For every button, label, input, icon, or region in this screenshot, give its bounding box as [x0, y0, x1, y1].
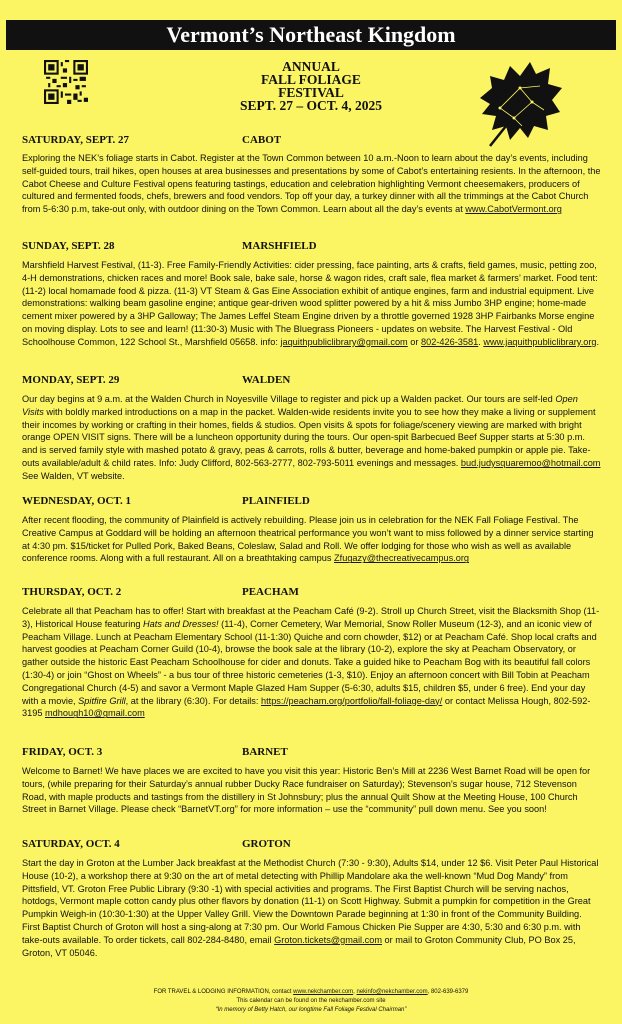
event-text: , at the library (6:30). For details: — [125, 695, 261, 706]
event-text: with boldly marked introductions on a map in the packet. Walden-wide residents invite you to see how they make a living or supplement their incomes by working or crafting in their homes, fields & studios. Open visits & spots for foliage/scenery viewing are marked with bright orange OPEN VISIT signs. There will be a luncheon opportunity during the tours. Our open-spit Barbecued Beef Supper starts at 5:30 p.m. and is served family style with mashed potato & gravy, peas & carrots, rolls & butter, beverage and home-baked pumpkin or apple pie. Take-outs available/adult & child rates. Info: Judy Clifford, 802-563-2777, 802-793-5011 evenings and messages. — [22, 406, 596, 468]
event-link[interactable]: www.jaquithpubliclibrary.org — [483, 336, 597, 347]
event-link[interactable]: Zfugazy@thecreativecampus.org — [334, 553, 469, 564]
event-description — [22, 152, 602, 216]
day-heading: SATURDAY, OCT. 4 — [22, 838, 120, 850]
event-text: Our day begins at 9 a.m. at the Walden Church in Noyesville Village to register and pick up a Walden packet. Our tours are self-led — [22, 394, 556, 404]
event-text-italic: Spitfire Grill — [78, 695, 126, 706]
day-heading: SUNDAY, SEPT. 28 — [22, 240, 115, 252]
festival-header — [200, 60, 422, 112]
event-link[interactable]: mdhough10@gmail.com — [45, 708, 145, 719]
event-link[interactable]: https://peacham.org/portfolio/fall-foliage-day/ — [260, 695, 443, 706]
leaf-map-icon — [470, 58, 565, 150]
event-text: or — [407, 336, 421, 347]
header-line-dates: SEPT. 27 – OCT. 4, 2025 — [239, 98, 382, 113]
footer-memorial: “In memory of Betty Hatch, our longtime Fall Foliage Festival Chairman” — [215, 1007, 407, 1013]
header-line-fall-foliage: FALL FOLIAGE — [261, 72, 361, 87]
day-heading: SATURDAY, SEPT. 27 — [22, 134, 129, 146]
footer-text: , 802-639-6379 — [427, 989, 469, 995]
footer-text: , — [353, 989, 357, 995]
qr-code-icon[interactable] — [44, 60, 88, 104]
event-description — [22, 514, 602, 565]
event-text: Start the day in Groton at the Lumber Jack breakfast at the Methodist Church (7:30 - 9:30), Adults $14, under 12 $6. Visit Peter Paul Historical House (10-2), a workshop there at 9:30 on the art of metal detecting with Phillip Mandolare aka the well-known “Mud Dog Mandy” from Pittsfield, VT. Groton Free Public Library (9:30 -1) with special activities and programs. The First Baptist Church will be serving nachos, hotdogs, Vermont maple cotton candy plus other flavors by donation (11-1) on Scott Highway. Submit a pumpkin for competition in the Great Pumpkin Weigh-in (10:30-1:30) at the Upper Valley Grill. View the Downtown Parade beginning at 1:30 in front of the Community Building. First Baptist Church of Groton will host a sing-along at 7:30 pm. Our World Famous Chicken Pie Supper are 4:30, 5:30 and 6:30 p.m. with take-outs available. To order tickets, call 802-284-8480, email — [22, 858, 599, 945]
event-link[interactable]: bud.judysquaremoo@hotmail.com — [460, 457, 601, 468]
event-text: (11-4), Corner Cemetery, War Memorial, Snow Roller Museum (12-3), and an iconic view of Peacham Village. Lunch at Peacham Elementary School (11-1:30) Quiche and corn chowder, $12) or at Peacham Café. Shop local crafts and harvest goodies at Peacham Corner Guild (10-4), browse the book sale at the library (10-2), explore the sky at Peacham Observatory, or gather outside the historic East Peacham Schoolhouse for cider and donuts. Take a guided hike to Peacham Bog with its beautiful fall colors (1:30-4) or join “Ghost on Wheels” - a bus tour of three historic cemeteries (1-3, $10). Enjoy an afternoon concert with Bill Tobin at Peacham Congregational Church (4-5) and savor a Vermont Maple Glazed Ham Supper (5-6:30, adults $15, children $5, under 6 free). End your day with a movie, — [22, 618, 597, 706]
town-heading: PLAINFIELD — [242, 495, 310, 507]
event-text: or contact Melissa Hough, 802-592-3195 — [22, 695, 591, 719]
footer-website-link[interactable]: www.nekchamber.com — [293, 989, 354, 995]
event-text: Marshfield Harvest Festival, (11-3). Free Family-Friendly Activities: cider pressing, face painting, arts & crafts, field games, music, petting zoo, 4-H demonstrations, chicken races and more! Book sale, bake sale, horse & wagon rides, craft sale, flea market & farmers’ market. Food tent: (11-2) local homamade food & pizza. (11-3) VT Steam & Gas Eine Association exhibit of antique engines, farm and industrial equipment. Live demonstrations: walking beam gasoline engine; antique gear-driven wood splitter powered by a hit & miss Jumbo 3HP engine; home-made cement mixer powered by a 3HP Galloway; The James Leffel Steam Engine driven by a throttle governed 1928 3HP Fairbanks Morse engine on moving display. Lots to see and learn! (11:30-3) Music with The Bluegrass Pioneers - updates on website. The Harvest Festival - Old Schoolhouse Common, 122 School St., Marshfield 05658. info: — [22, 260, 598, 347]
town-heading: PEACHAM — [242, 586, 299, 598]
event-link[interactable]: jaquithpubliclibrary@gmail.com — [280, 336, 408, 347]
event-text-italic: Hats and Dresses! — [143, 618, 219, 629]
event-link[interactable]: www.CabotVermont.org — [465, 204, 562, 215]
event-description — [22, 259, 602, 349]
event-description — [22, 393, 602, 483]
event-text: . — [596, 336, 600, 347]
town-heading: WALDEN — [242, 374, 291, 386]
event-description — [22, 765, 602, 816]
event-text: After recent flooding, the community of Plainfield is actively rebuilding. Please join us in celebration for the NEK Fall Foliage Festival. The Creative Campus at Goddard will be holding an afternoon theatrical performance you won’t want to miss followed by a dinner service starting at 4:30 pm. $15/ticket for Pulled Pork, Baked Beans, Coleslaw, Salad and Roll. We offer lodging for those who wish as well as available conference rooms. Along with a full restaurant. All on a breathtaking campus — [22, 515, 594, 564]
event-text: See Walden, VT website. — [22, 470, 125, 481]
header-line-festival: FESTIVAL — [278, 85, 344, 100]
town-heading: MARSHFIELD — [242, 240, 317, 252]
event-text: . — [478, 336, 484, 347]
event-text: or mail to Groton Community Club, PO Box 25, Groton, VT 05046. — [22, 934, 576, 958]
event-text-italic: Open Visits — [22, 394, 578, 417]
event-description — [22, 857, 602, 959]
town-heading: CABOT — [242, 134, 282, 146]
event-link[interactable]: 802-426-3581 — [421, 336, 479, 347]
town-heading: GROTON — [242, 838, 291, 850]
footer-text: FOR TRAVEL & LODGING INFORMATION, contact — [153, 989, 294, 995]
footer-email-link[interactable]: nekinfo@nekchamber.com — [356, 989, 428, 995]
day-heading: FRIDAY, OCT. 3 — [22, 746, 103, 758]
footer-note: This calendar can be found on the nekchamber.com site — [236, 998, 386, 1004]
day-heading: THURSDAY, OCT. 2 — [22, 586, 122, 598]
event-text: Exploring the NEK’s foliage starts in Cabot. Register at the Town Common between 10 a.m.-Noon to learn about the day’s events, including self-guided tours, trail hikes, open houses at area businesses and presentations by some of Cabot’s entertaining resients. In the afternoon, the Cabot Cheese and Culture Festival opens featuring tastings, education and celebration highlighting Vermont cheesemakers, producers of cultured and fermented foods, chefs, brewers and food vendors. Top off your day, a turkey dinner with all the trimmings at the Cabot Church from 5-6:30 p.m, take-out only, with outdoor dining on the Town Common. Learn about all the day’s events at — [22, 153, 601, 215]
header-line-annual: ANNUAL — [282, 59, 340, 74]
day-heading: WEDNESDAY, OCT. 1 — [22, 495, 132, 507]
event-text: Celebrate all that Peacham has to offer! Start with breakfast at the Peacham Café (9-2). Stroll up Church Street, visit the Blacksmith Shop (11-3), Historical House featuring — [22, 606, 600, 629]
banner-title: Vermont’s Northeast Kingdom — [6, 20, 616, 50]
day-heading: MONDAY, SEPT. 29 — [22, 374, 120, 386]
event-text: Welcome to Barnet! We have places we are excited to have you visit this year: Historic Ben’s Mill at 2236 West Barnet Road will be open for tours, (while preparing for their Saturday’s annual rubber Ducky Race fundraiser on Saturday); Stevenson’s sugar house, 712 Stevenson Road, with maple products and tastings from the distillery in St Johnsbury; plus the annual Quilt Show at the Meeting House, 100 Church Street in Barnet Village. Please check “BarnetVT.org” for more information – use the “community” pull down menu. See you soon! — [22, 766, 591, 815]
event-description — [22, 605, 602, 720]
footer-contact — [0, 988, 622, 996]
town-heading: BARNET — [242, 746, 288, 758]
event-link[interactable]: Groton.tickets@gmail.com — [274, 934, 382, 945]
